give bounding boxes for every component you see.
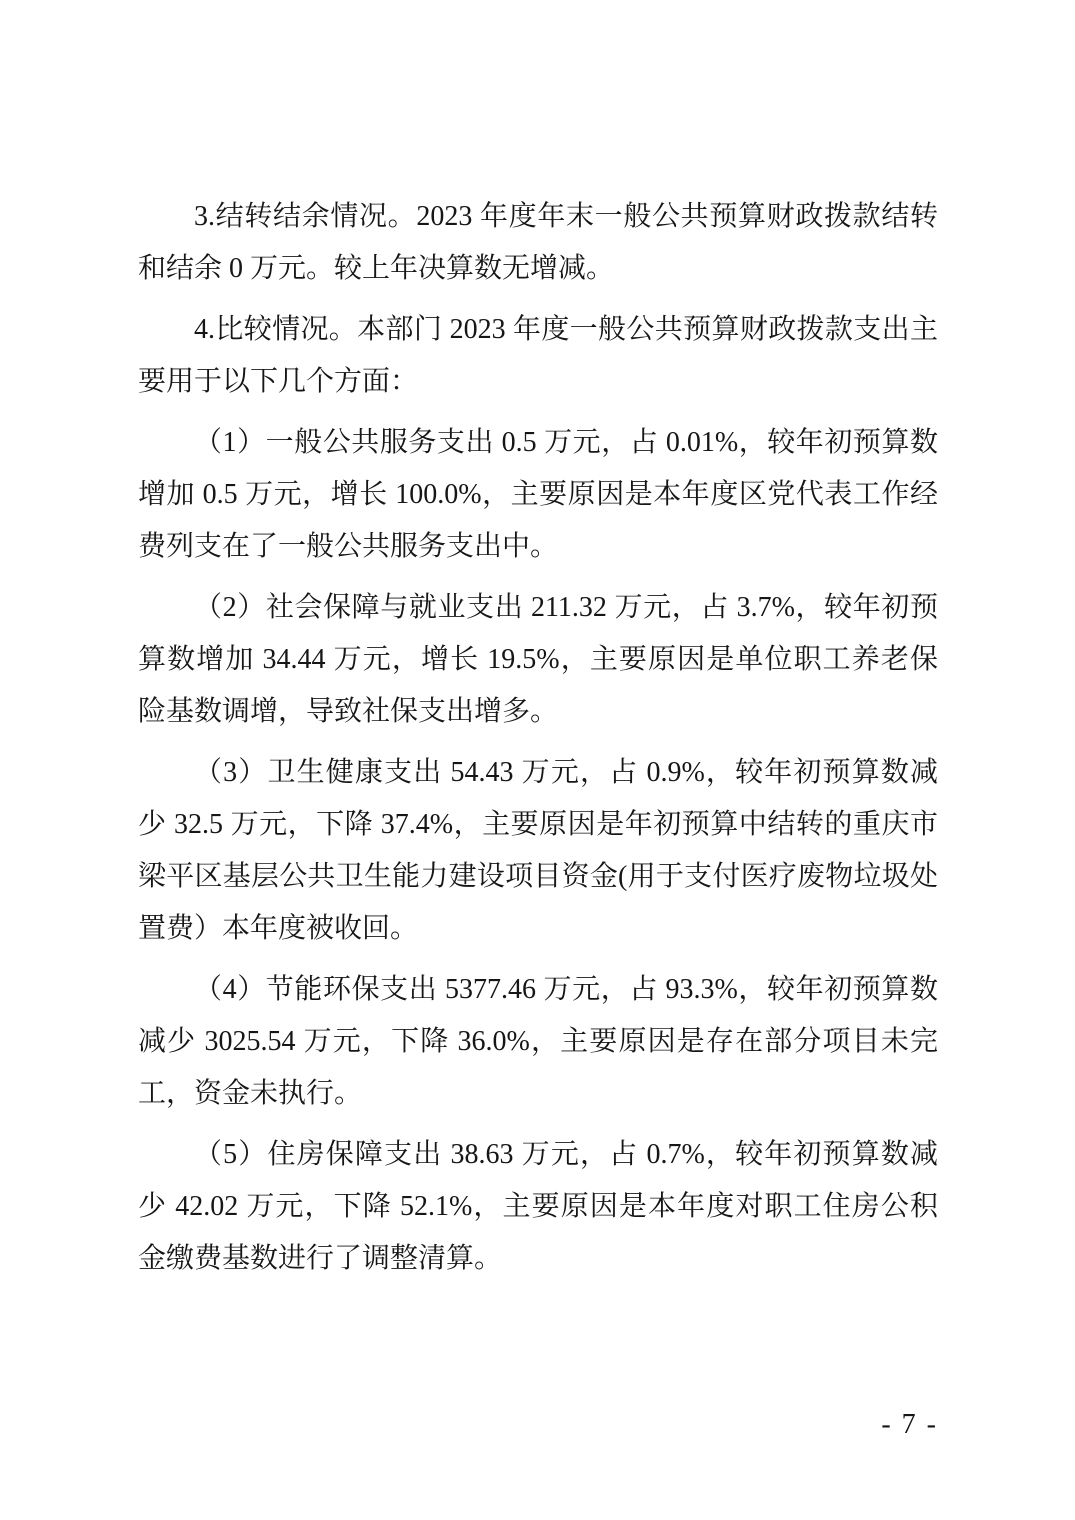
paragraph-item-5-housing-security: （5）住房保障支出 38.63 万元，占 0.7%，较年初预算数减少 42.02 万元，下降 52.1%，主要原因是本年度对职工住房公积金缴费基数进行了调整清算。 <box>138 1139 938 1274</box>
document-body <box>138 191 938 1294</box>
paragraph-item-1-general-public-services: （1）一般公共服务支出 0.5 万元，占 0.01%，较年初预算数增加 0.5 万元，增长 100.0%，主要原因是本年度区党代表工作经费列支在了一般公共服务支出中。 <box>138 427 938 562</box>
paragraph-carryover-balance: 3.结转结余情况。2023 年度年末一般公共预算财政拨款结转和结余 0 万元。较上年决算数无增减。 <box>138 201 938 284</box>
paragraph-item-3-health: （3）卫生健康支出 54.43 万元，占 0.9%，较年初预算数减少 32.5 万元，下降 37.4%，主要原因是年初预算中结转的重庆市梁平区基层公共卫生能力建设项目资金(用于支付医疗废物垃圾处置费）本年度被收回。 <box>138 757 938 944</box>
paragraph-item-2-social-security-employment: （2）社会保障与就业支出 211.32 万元，占 3.7%，较年初预算数增加 34.44 万元，增长 19.5%，主要原因是单位职工养老保险基数调增，导致社保支出增多。 <box>138 592 938 727</box>
paragraph-comparison-intro: 4.比较情况。本部门 2023 年度一般公共预算财政拨款支出主要用于以下几个方面： <box>138 314 938 397</box>
page-number: - 7 - <box>881 1409 938 1440</box>
paragraph-item-4-energy-environment: （4）节能环保支出 5377.46 万元，占 93.3%，较年初预算数减少 3025.54 万元，下降 36.0%，主要原因是存在部分项目未完工，资金未执行。 <box>138 974 938 1109</box>
